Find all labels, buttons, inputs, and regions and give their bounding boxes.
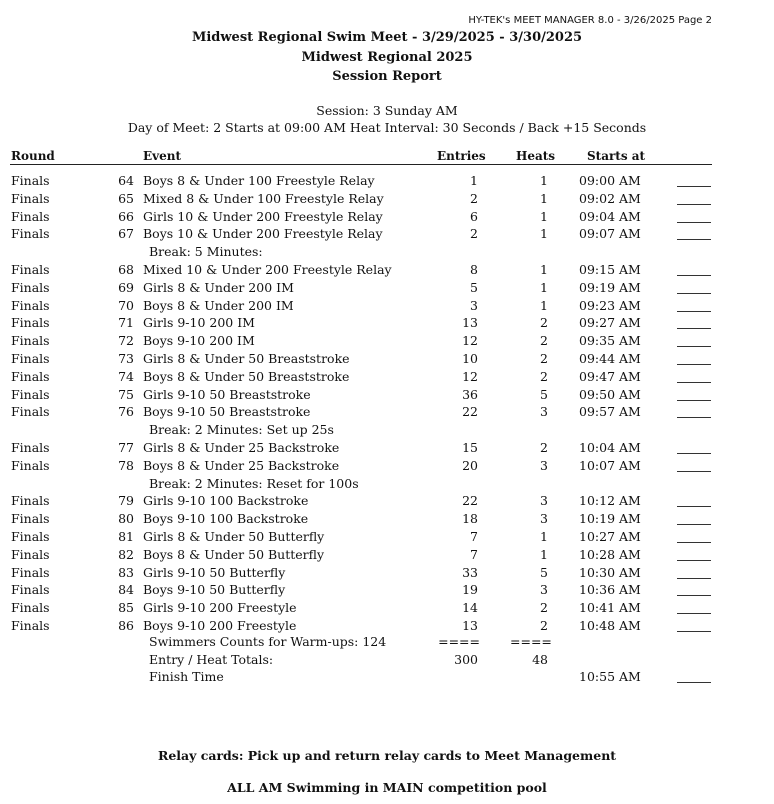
event-name: Boys 10 & Under 200 Freestyle Relay [143, 226, 383, 242]
day-of-meet-line: Day of Meet: 2 Starts at 09:00 AM Heat Interval: 30 Seconds / Back +15 Seconds [127, 120, 647, 135]
event-entries: 13 [462, 315, 478, 331]
event-round: Finals [11, 297, 50, 313]
event-number: 75 [118, 386, 134, 402]
event-entries: 7 [470, 529, 478, 544]
actual-time-blank-line [677, 222, 711, 223]
event-row [0, 547, 774, 564]
event-row [0, 618, 774, 635]
event-row [0, 511, 774, 528]
event-number: 69 [118, 279, 134, 295]
total-entries: 300 [454, 652, 478, 667]
event-heats: 5 [540, 564, 548, 580]
event-entries: 2 [470, 190, 478, 206]
event-round: Finals [11, 546, 50, 562]
event-number: 83 [118, 564, 134, 580]
event-row [0, 191, 774, 208]
event-entries: 13 [462, 618, 478, 633]
event-name: Boys 8 & Under 50 Butterfly [143, 546, 325, 562]
event-row [0, 280, 774, 297]
event-entries: 1 [470, 173, 478, 188]
warmup-count: Swimmers Counts for Warm-ups: 124 [149, 634, 387, 649]
event-heats: 1 [540, 226, 548, 242]
event-heats: 3 [540, 582, 548, 598]
event-start-time: 09:02 AM [579, 190, 641, 206]
event-start-time: 10:41 AM [579, 600, 641, 616]
event-number: 67 [118, 226, 134, 242]
event-row [0, 226, 774, 243]
event-heats: 2 [540, 440, 548, 455]
event-heats: 2 [540, 600, 548, 616]
event-start-time: 10:04 AM [579, 440, 641, 455]
meet-subtitle: Midwest Regional 2025 [301, 50, 473, 65]
event-number: 66 [118, 208, 134, 224]
event-name: Boys 8 & Under 200 IM [143, 297, 294, 313]
event-name: Boys 9-10 50 Breaststroke [143, 404, 311, 420]
event-start-time: 10:12 AM [579, 493, 641, 509]
event-start-time: 09:27 AM [579, 315, 641, 331]
event-name: Boys 8 & Under 100 Freestyle Relay [143, 173, 375, 188]
event-start-time: 09:44 AM [579, 351, 641, 366]
event-entries: 5 [470, 279, 478, 295]
break-row [0, 422, 774, 439]
column-round: Round [11, 149, 55, 163]
event-heats: 3 [540, 457, 548, 473]
break-label: Break: 2 Minutes: Reset for 100s [149, 475, 359, 491]
event-start-time: 09:35 AM [579, 333, 641, 349]
break-row [0, 244, 774, 261]
event-name: Girls 9-10 50 Breaststroke [143, 386, 311, 402]
event-heats: 1 [540, 190, 548, 206]
heats-separator: ==== [510, 634, 552, 649]
actual-time-blank-line [677, 613, 711, 614]
total-heats: 48 [532, 652, 548, 667]
event-number: 78 [118, 457, 134, 473]
event-row [0, 493, 774, 510]
actual-time-blank-line [677, 328, 711, 329]
break-row [0, 476, 774, 493]
event-start-time: 09:57 AM [579, 404, 641, 420]
event-number: 81 [118, 529, 134, 544]
event-number: 76 [118, 404, 134, 420]
event-start-time: 09:04 AM [579, 208, 641, 224]
event-start-time: 09:07 AM [579, 226, 641, 242]
event-entries: 12 [462, 333, 478, 349]
pool-note: ALL AM Swimming in MAIN competition pool [227, 780, 547, 795]
actual-time-blank-line [677, 578, 711, 579]
actual-time-blank-line [677, 364, 711, 365]
event-entries: 3 [470, 297, 478, 313]
event-start-time: 10:27 AM [579, 529, 641, 544]
event-round: Finals [11, 351, 50, 366]
event-heats: 1 [540, 173, 548, 188]
actual-time-blank-line [677, 417, 711, 418]
column-heats: Heats [516, 149, 556, 163]
event-heats: 1 [540, 262, 548, 277]
event-number: 71 [118, 315, 134, 331]
event-round: Finals [11, 511, 50, 527]
event-heats: 1 [540, 546, 548, 562]
event-row [0, 333, 774, 350]
event-round: Finals [11, 173, 50, 188]
event-start-time: 09:50 AM [579, 386, 641, 402]
event-entries: 19 [462, 582, 478, 598]
event-entries: 10 [462, 351, 478, 366]
column-starts-at: Starts at [587, 149, 646, 163]
event-number: 80 [118, 511, 134, 527]
event-number: 70 [118, 297, 134, 313]
event-heats: 2 [540, 333, 548, 349]
report-title: Session Report [332, 69, 442, 84]
event-row [0, 600, 774, 617]
actual-time-blank-line [677, 346, 711, 347]
event-heats: 5 [540, 386, 548, 402]
event-round: Finals [11, 582, 50, 598]
event-row [0, 298, 774, 315]
event-start-time: 10:28 AM [579, 546, 641, 562]
event-number: 73 [118, 351, 134, 366]
event-row [0, 458, 774, 475]
event-entries: 7 [470, 546, 478, 562]
actual-time-blank-line [677, 506, 711, 507]
event-row [0, 262, 774, 279]
actual-time-blank-line [677, 275, 711, 276]
event-entries: 2 [470, 226, 478, 242]
totals-row [0, 652, 774, 669]
finish-blank-line [677, 682, 711, 683]
event-round: Finals [11, 315, 50, 331]
event-name: Boys 8 & Under 50 Breaststroke [143, 368, 350, 384]
event-name: Boys 9-10 100 Backstroke [143, 511, 309, 527]
event-start-time: 10:36 AM [579, 582, 641, 598]
session-line: Session: 3 Sunday AM [316, 103, 458, 118]
header-rule [10, 164, 712, 165]
event-entries: 14 [462, 600, 478, 616]
event-name: Girls 8 & Under 50 Butterfly [143, 529, 325, 544]
event-entries: 18 [462, 511, 478, 527]
event-start-time: 10:30 AM [579, 564, 641, 580]
event-heats: 2 [540, 351, 548, 366]
event-row [0, 351, 774, 368]
event-number: 85 [118, 600, 134, 616]
event-number: 86 [118, 618, 134, 633]
event-entries: 8 [470, 262, 478, 277]
event-start-time: 09:47 AM [579, 368, 641, 384]
event-entries: 36 [462, 386, 478, 402]
event-name: Girls 8 & Under 50 Breaststroke [143, 351, 350, 366]
actual-time-blank-line [677, 204, 711, 205]
event-name: Girls 8 & Under 25 Backstroke [143, 440, 340, 455]
meet-title: Midwest Regional Swim Meet - 3/29/2025 - 3/30/2025 [191, 30, 583, 45]
event-name: Girls 9-10 200 IM [143, 315, 255, 331]
event-heats: 1 [540, 208, 548, 224]
event-row [0, 315, 774, 332]
event-start-time: 09:23 AM [579, 297, 641, 313]
finish-row [0, 669, 774, 686]
event-round: Finals [11, 404, 50, 420]
event-row [0, 209, 774, 226]
event-row [0, 529, 774, 546]
event-number: 77 [118, 440, 134, 455]
event-row [0, 387, 774, 404]
event-entries: 6 [470, 208, 478, 224]
relay-cards-note: Relay cards: Pick up and return relay cards to Meet Management [157, 748, 617, 763]
event-round: Finals [11, 262, 50, 277]
event-start-time: 10:48 AM [579, 618, 641, 633]
event-row [0, 369, 774, 386]
event-name: Boys 9-10 200 IM [143, 333, 255, 349]
event-round: Finals [11, 368, 50, 384]
event-round: Finals [11, 600, 50, 616]
event-name: Girls 8 & Under 200 IM [143, 279, 294, 295]
actual-time-blank-line [677, 560, 711, 561]
event-round: Finals [11, 564, 50, 580]
event-heats: 2 [540, 368, 548, 384]
event-round: Finals [11, 440, 50, 455]
event-heats: 1 [540, 279, 548, 295]
event-heats: 1 [540, 529, 548, 544]
event-entries: 12 [462, 368, 478, 384]
break-label: Break: 5 Minutes: [149, 244, 263, 260]
actual-time-blank-line [677, 311, 711, 312]
event-name: Girls 10 & Under 200 Freestyle Relay [143, 208, 383, 224]
event-heats: 2 [540, 618, 548, 633]
event-number: 68 [118, 262, 134, 277]
event-heats: 3 [540, 404, 548, 420]
event-entries: 15 [462, 440, 478, 455]
event-number: 65 [118, 190, 134, 206]
actual-time-blank-line [677, 453, 711, 454]
event-start-time: 10:07 AM [579, 457, 641, 473]
actual-time-blank-line [677, 186, 711, 187]
event-round: Finals [11, 208, 50, 224]
event-round: Finals [11, 529, 50, 544]
event-round: Finals [11, 457, 50, 473]
event-number: 84 [118, 582, 134, 598]
finish-time: 10:55 AM [579, 669, 641, 684]
event-heats: 3 [540, 493, 548, 509]
actual-time-blank-line [677, 239, 711, 240]
event-name: Boys 9-10 50 Butterfly [143, 582, 286, 598]
event-round: Finals [11, 226, 50, 242]
event-start-time: 10:19 AM [579, 511, 641, 527]
event-round: Finals [11, 493, 50, 509]
event-row [0, 173, 774, 190]
event-number: 74 [118, 368, 134, 384]
actual-time-blank-line [677, 400, 711, 401]
actual-time-blank-line [677, 471, 711, 472]
event-start-time: 09:19 AM [579, 279, 641, 295]
event-row [0, 565, 774, 582]
event-start-time: 09:00 AM [579, 173, 641, 188]
event-name: Boys 8 & Under 25 Backstroke [143, 457, 340, 473]
event-name: Mixed 10 & Under 200 Freestyle Relay [143, 262, 392, 277]
event-entries: 20 [462, 457, 478, 473]
actual-time-blank-line [677, 293, 711, 294]
finish-label: Finish Time [149, 669, 224, 684]
event-entries: 22 [462, 493, 478, 509]
event-number: 82 [118, 546, 134, 562]
event-name: Girls 9-10 50 Butterfly [143, 564, 286, 580]
event-heats: 1 [540, 297, 548, 313]
warmup-row [0, 634, 774, 651]
event-row [0, 582, 774, 599]
event-entries: 22 [462, 404, 478, 420]
event-round: Finals [11, 190, 50, 206]
event-start-time: 09:15 AM [579, 262, 641, 277]
event-name: Boys 9-10 200 Freestyle [143, 618, 297, 633]
actual-time-blank-line [677, 524, 711, 525]
event-round: Finals [11, 618, 50, 633]
actual-time-blank-line [677, 542, 711, 543]
event-number: 64 [118, 173, 134, 188]
event-round: Finals [11, 279, 50, 295]
actual-time-blank-line [677, 631, 711, 632]
event-number: 72 [118, 333, 134, 349]
event-name: Girls 9-10 200 Freestyle [143, 600, 297, 616]
column-event: Event [143, 149, 182, 163]
break-label: Break: 2 Minutes: Set up 25s [149, 422, 334, 438]
entries-separator: ==== [438, 634, 480, 649]
event-heats: 3 [540, 511, 548, 527]
software-version-header: HY-TEK's MEET MANAGER 8.0 - 3/26/2025 Page 2 [468, 15, 712, 26]
event-name: Mixed 8 & Under 100 Freestyle Relay [143, 190, 384, 206]
totals-label: Entry / Heat Totals: [149, 652, 274, 667]
event-name: Girls 9-10 100 Backstroke [143, 493, 309, 509]
actual-time-blank-line [677, 382, 711, 383]
actual-time-blank-line [677, 595, 711, 596]
event-entries: 33 [462, 564, 478, 580]
event-row [0, 440, 774, 457]
event-round: Finals [11, 386, 50, 402]
event-row [0, 404, 774, 421]
column-entries: Entries [437, 149, 486, 163]
event-heats: 2 [540, 315, 548, 331]
event-number: 79 [118, 493, 134, 509]
event-round: Finals [11, 333, 50, 349]
